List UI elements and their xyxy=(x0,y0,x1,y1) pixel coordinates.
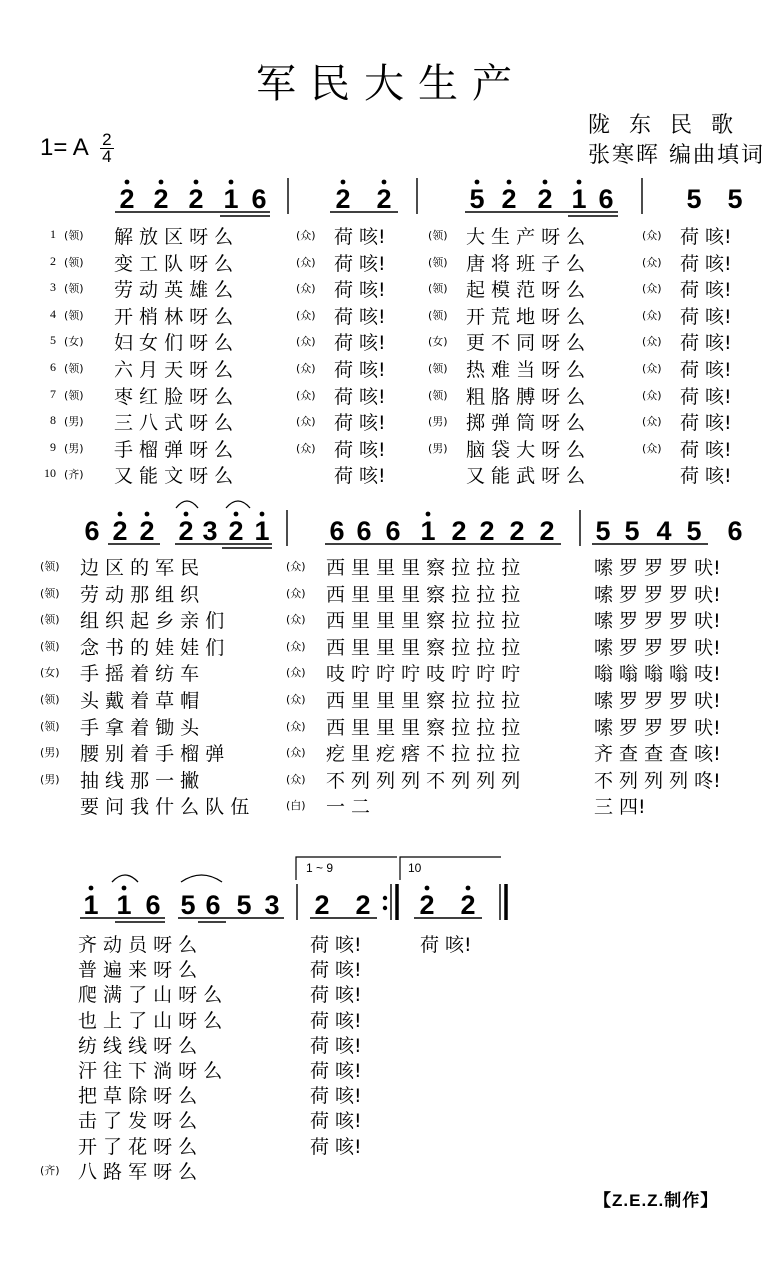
singer-role: (男) xyxy=(428,441,448,455)
lyric-segment: 手 拿 着 锄 头 xyxy=(80,716,200,739)
lyric-segment: 荷 咳! xyxy=(334,438,386,461)
volta-bracket-2 xyxy=(400,857,501,880)
note-l3-m0-0: 1 xyxy=(83,890,99,920)
lyric-segment: 三 四! xyxy=(594,796,646,819)
note-l3-m1-0: 2 xyxy=(314,890,330,920)
singer-role: (众) xyxy=(296,229,316,242)
singer-role: (众) xyxy=(296,415,316,429)
singer-role: (领) xyxy=(64,308,84,322)
singer-role: (众) xyxy=(286,586,306,600)
lyric-segment: 荷 咳! xyxy=(680,305,732,328)
octave-dot xyxy=(260,512,265,517)
octave-dot xyxy=(118,512,123,517)
singer-role: (女) xyxy=(40,666,60,680)
lyric-segment: 荷 咳! xyxy=(310,934,362,956)
singer-role: (齐) xyxy=(40,1163,60,1177)
lyric-segment: 嗡 嗡 嗡 嗡 吱! xyxy=(594,663,721,686)
singer-role: (众) xyxy=(286,639,306,653)
note-l2-m1-4: 2 xyxy=(451,516,467,546)
note-l1-m0-4: 6 xyxy=(251,184,267,214)
note-l2-m1-3: 1 xyxy=(420,516,436,546)
lyric-segment: 嗦 罗 罗 罗 吠! xyxy=(594,636,721,659)
singer-role: (领) xyxy=(40,586,60,600)
verse-number: 1 xyxy=(50,227,56,241)
lyric-segment: 西 里 里 里 察 拉 拉 拉 xyxy=(326,636,521,659)
note-l3-m0-6: 3 xyxy=(264,890,280,920)
lyric-segment: 西 里 里 里 察 拉 拉 拉 xyxy=(326,557,521,579)
lyric-segment: 荷 咳! xyxy=(680,438,732,461)
lyric-segment: 不 列 列 列 咚! xyxy=(594,769,721,792)
singer-role: (男) xyxy=(64,415,84,429)
octave-dot xyxy=(145,512,150,517)
note-l1-m1-0: 2 xyxy=(335,184,351,214)
singer-role: (众) xyxy=(642,335,662,349)
note-l3-m2-0: 2 xyxy=(419,890,435,920)
note-l3-m0-1: 1 xyxy=(116,890,132,920)
verse-number: 5 xyxy=(50,333,56,348)
volta-label-1: 1 ~ 9 xyxy=(306,861,334,875)
octave-dot xyxy=(466,886,471,891)
octave-dot xyxy=(426,512,431,517)
lyric-segment: 三 八 式 呀 么 xyxy=(114,412,234,435)
note-l2-m2-1: 5 xyxy=(624,516,640,546)
lyric-segment: 不 列 列 列 不 列 列 列 xyxy=(326,769,521,792)
singer-role: (众) xyxy=(296,388,316,402)
singer-role: (众) xyxy=(296,282,316,296)
lyric-segment: 荷 咳! xyxy=(310,1009,362,1032)
singer-role: (众) xyxy=(286,719,306,733)
singer-role: (众) xyxy=(286,746,306,760)
lyric-segment: 六 月 天 呀 么 xyxy=(114,359,234,381)
note-l2-m0-0: 6 xyxy=(84,516,100,546)
note-l2-m2-2: 4 xyxy=(656,516,672,546)
singer-role: (众) xyxy=(642,415,662,429)
singer-role: (领) xyxy=(428,282,448,296)
singer-role: (领) xyxy=(428,229,448,242)
singer-role: (领) xyxy=(64,362,84,375)
singer-role: (众) xyxy=(642,282,662,296)
note-l2-m0-6: 1 xyxy=(254,516,270,546)
verse-number: 6 xyxy=(50,360,56,374)
singer-role: (白) xyxy=(286,799,306,813)
note-l2-m2-4: 6 xyxy=(727,516,743,546)
note-l3-m1-1: 2 xyxy=(355,890,371,920)
lyric-segment: 妇 女 们 呀 么 xyxy=(114,332,234,355)
lyric-segment: 荷 咳! xyxy=(310,1085,362,1108)
lyric-segment: 脑 袋 大 呀 么 xyxy=(466,438,586,461)
lyric-segment: 也 上 了 山 呀 么 xyxy=(78,1009,223,1032)
lyric-segment: 荷 咳! xyxy=(310,1060,362,1082)
octave-dot xyxy=(577,180,582,185)
singer-role: (众) xyxy=(296,255,316,269)
verse-number: 3 xyxy=(50,280,56,295)
note-l3-m0-3: 5 xyxy=(180,890,196,920)
lyric-segment: 荷 咳! xyxy=(680,252,732,275)
singer-role: (众) xyxy=(296,335,316,349)
note-l1-m0-3: 1 xyxy=(223,184,239,214)
lyric-segment: 手 榴 弹 呀 么 xyxy=(114,438,234,461)
singer-role: (众) xyxy=(296,441,316,455)
note-l1-m0-2: 2 xyxy=(188,184,204,214)
lyric-segment: 念 书 的 娃 娃 们 xyxy=(80,636,225,659)
singer-role: (众) xyxy=(296,308,316,322)
volta-bracket-1 xyxy=(296,857,397,880)
lyric-segment: 荷 咳! xyxy=(680,332,732,355)
octave-dot xyxy=(507,180,512,185)
singer-role: (众) xyxy=(286,560,306,573)
note-l1-m2-1: 2 xyxy=(501,184,517,214)
lyric-segment: 热 难 当 呀 么 xyxy=(466,359,586,381)
lyric-segment: 荷 咳! xyxy=(334,412,386,435)
lyric-segment: 大 生 产 呀 么 xyxy=(466,226,586,248)
singer-role: (众) xyxy=(286,772,306,786)
singer-role: (男) xyxy=(64,441,84,455)
repeat-dot xyxy=(383,896,387,900)
lyric-segment: 荷 咳! xyxy=(334,252,386,275)
singer-role: (领) xyxy=(428,388,448,402)
lyric-segment: 组 织 起 乡 亲 们 xyxy=(80,610,225,633)
singer-role: (领) xyxy=(428,362,448,375)
lyric-segment: 嗦 罗 罗 罗 吠! xyxy=(594,583,721,606)
lyric-segment: 解 放 区 呀 么 xyxy=(114,226,234,248)
lyric-segment: 荷 咳! xyxy=(680,279,732,302)
song-origin: 陇 东 民 歌 xyxy=(588,113,739,138)
singer-role: (众) xyxy=(642,388,662,402)
lyric-segment: 嗦 罗 罗 罗 吠! xyxy=(594,610,721,633)
note-l2-m1-2: 6 xyxy=(385,516,401,546)
lyric-segment: 荷 咳! xyxy=(680,412,732,435)
octave-dot xyxy=(382,180,387,185)
singer-role: (领) xyxy=(40,613,60,627)
octave-dot xyxy=(159,180,164,185)
note-l1-m2-3: 1 xyxy=(571,184,587,214)
slur-mark xyxy=(226,501,250,508)
lyric-segment: 变 工 队 呀 么 xyxy=(114,252,234,275)
lyric-segment: 八 路 军 呀 么 xyxy=(78,1160,198,1183)
note-l2-m0-3: 2 xyxy=(178,516,194,546)
lyric-segment: 荷 咳! xyxy=(334,332,386,355)
note-l2-m0-1: 2 xyxy=(112,516,128,546)
octave-dot xyxy=(89,886,94,891)
lyric-segment: 更 不 同 呀 么 xyxy=(466,332,586,355)
page-title: 军民大生产 xyxy=(256,61,526,107)
singer-role: (领) xyxy=(64,388,84,402)
octave-dot xyxy=(184,512,189,517)
lyric-segment: 唐 将 班 子 么 xyxy=(466,252,586,275)
lyric-segment: 一 二 xyxy=(326,796,371,819)
octave-dot xyxy=(234,512,239,517)
lyric-segment: 西 里 里 里 察 拉 拉 拉 xyxy=(326,716,521,739)
singer-role: (领) xyxy=(428,255,448,269)
singer-role: (领) xyxy=(40,719,60,733)
lyric-segment: 荷 咳! xyxy=(334,385,386,408)
lyric-segment: 嗦 罗 罗 罗 吠! xyxy=(594,716,721,739)
note-l1-m2-0: 5 xyxy=(469,184,485,214)
lyric-segment: 又 能 武 呀 么 xyxy=(466,465,586,488)
lyric-segment: 腰 别 着 手 榴 弹 xyxy=(80,743,225,766)
time-signature xyxy=(100,132,113,165)
time-bottom: 4 xyxy=(102,147,112,166)
repeat-dot xyxy=(383,906,387,910)
singer-role: (男) xyxy=(40,772,60,786)
note-l2-m1-7: 2 xyxy=(539,516,555,546)
lyric-segment: 起 模 范 呀 么 xyxy=(466,279,586,302)
lyric-segment: 荷 咳! xyxy=(310,1034,362,1057)
lyric-segment: 开 了 花 呀 么 xyxy=(78,1135,198,1158)
lyric-segment: 纺 线 线 呀 么 xyxy=(78,1034,198,1057)
singer-role: (女) xyxy=(64,335,84,349)
lyric-segment: 嗦 罗 罗 罗 吠! xyxy=(594,557,721,579)
lyric-segment: 要 问 我 什 么 队 伍 xyxy=(80,796,250,819)
lyric-segment: 齐 查 查 查 咳! xyxy=(594,743,721,766)
singer-role: (众) xyxy=(286,666,306,680)
slur-mark xyxy=(181,875,222,882)
singer-role: (领) xyxy=(64,229,84,242)
lyric-segment: 汗 往 下 淌 呀 么 xyxy=(78,1060,223,1082)
lyric-segment: 爬 满 了 山 呀 么 xyxy=(78,984,223,1007)
singer-role: (众) xyxy=(642,362,662,375)
singer-role: (领) xyxy=(40,639,60,653)
lyric-segment: 开 梢 林 呀 么 xyxy=(114,305,234,328)
note-l2-m2-0: 5 xyxy=(595,516,611,546)
lyric-segment: 击 了 发 呀 么 xyxy=(78,1110,198,1133)
octave-dot xyxy=(194,180,199,185)
lyric-segment: 荷 咳! xyxy=(680,465,732,488)
lyric-segment: 西 里 里 里 察 拉 拉 拉 xyxy=(326,610,521,633)
lyric-segment: 荷 咳! xyxy=(310,1110,362,1133)
lyric-segment: 荷 咳! xyxy=(310,984,362,1007)
lyric-segment: 边 区 的 军 民 xyxy=(80,557,200,579)
lyric-segment: 荷 咳! xyxy=(310,959,362,982)
lyric-segment: 疙 里 疙 瘩 不 拉 拉 拉 xyxy=(326,743,521,766)
octave-dot xyxy=(229,180,234,185)
lyric-segment: 吱 咛 咛 咛 吱 咛 咛 咛 xyxy=(326,663,521,686)
note-l2-m1-0: 6 xyxy=(329,516,345,546)
note-l1-m0-1: 2 xyxy=(153,184,169,214)
verse-number: 4 xyxy=(50,306,56,321)
lyric-segment: 嗦 罗 罗 罗 吠! xyxy=(594,690,721,712)
note-l1-m2-2: 2 xyxy=(537,184,553,214)
note-l1-m3-1: 5 xyxy=(727,184,743,214)
note-l3-m0-5: 5 xyxy=(236,890,252,920)
lyric-segment: 劳 动 英 雄 么 xyxy=(114,279,234,302)
note-l2-m1-5: 2 xyxy=(479,516,495,546)
singer-role: (男) xyxy=(40,746,60,760)
note-l2-m1-1: 6 xyxy=(356,516,372,546)
note-l2-m1-6: 2 xyxy=(509,516,525,546)
verse-number: 10 xyxy=(44,466,56,481)
lyric-segment: 齐 动 员 呀 么 xyxy=(78,934,198,956)
lyric-segment: 荷 咳! xyxy=(334,359,386,381)
verse-number: 8 xyxy=(50,413,56,428)
singer-role: (领) xyxy=(428,308,448,322)
singer-role: (领) xyxy=(40,693,60,706)
note-l1-m2-4: 6 xyxy=(598,184,614,214)
volta-label-2: 10 xyxy=(408,861,422,875)
note-l2-m2-3: 5 xyxy=(686,516,702,546)
lyric-segment: 荷 咳! xyxy=(680,226,732,248)
singer-role: (众) xyxy=(286,693,306,706)
singer-role: (众) xyxy=(286,613,306,627)
lyric-segment: 抽 线 那 一 撇 xyxy=(80,769,200,792)
lyric-segment: 西 里 里 里 察 拉 拉 拉 xyxy=(326,583,521,606)
singer-role: (领) xyxy=(64,282,84,296)
key-label: 1= A xyxy=(40,133,88,161)
lyric-segment: 手 摇 着 纺 车 xyxy=(80,663,200,686)
note-l2-m0-5: 2 xyxy=(228,516,244,546)
lyric-segment: 荷 咳! xyxy=(680,385,732,408)
lyric-segment: 枣 红 脸 呀 么 xyxy=(114,385,234,408)
slur-mark xyxy=(176,501,198,508)
octave-dot xyxy=(125,180,130,185)
note-l1-m1-1: 2 xyxy=(376,184,392,214)
note-l2-m0-4: 3 xyxy=(202,516,218,546)
lyric-segment: 把 草 除 呀 么 xyxy=(78,1085,198,1108)
lyric-segment: 荷 咳! xyxy=(334,305,386,328)
lyric-segment: 荷 咳! xyxy=(420,934,472,956)
lyric-segment: 普 遍 来 呀 么 xyxy=(78,959,198,982)
note-l1-m0-0: 2 xyxy=(119,184,135,214)
singer-role: (众) xyxy=(642,441,662,455)
singer-role: (女) xyxy=(428,335,448,349)
note-l3-m0-2: 6 xyxy=(145,890,161,920)
lyric-segment: 劳 动 那 组 织 xyxy=(80,583,200,606)
singer-role: (领) xyxy=(64,255,84,269)
singer-role: (齐) xyxy=(64,468,84,482)
lyric-segment: 荷 咳! xyxy=(310,1135,362,1158)
singer-role: (众) xyxy=(642,229,662,242)
verse-number: 2 xyxy=(50,253,56,268)
lyric-segment: 粗 胳 膊 呀 么 xyxy=(466,385,586,408)
octave-dot xyxy=(543,180,548,185)
lyric-segment: 荷 咳! xyxy=(680,359,732,381)
note-l3-m2-1: 2 xyxy=(460,890,476,920)
octave-dot xyxy=(425,886,430,891)
singer-role: (众) xyxy=(642,255,662,269)
singer-role: (众) xyxy=(296,362,316,375)
note-l2-m0-2: 2 xyxy=(139,516,155,546)
lyric-segment: 荷 咳! xyxy=(334,279,386,302)
octave-dot xyxy=(122,886,127,891)
singer-role: (领) xyxy=(40,560,60,573)
lyric-segment: 荷 咳! xyxy=(334,226,386,248)
key-signature xyxy=(40,132,114,165)
singer-role: (众) xyxy=(642,308,662,322)
song-author: 张寒晖 编曲填词 xyxy=(588,143,765,168)
octave-dot xyxy=(341,180,346,185)
lyric-segment: 掷 弹 筒 呀 么 xyxy=(466,412,586,435)
verse-number: 7 xyxy=(50,386,56,401)
singer-role: (男) xyxy=(428,415,448,429)
note-l3-m0-4: 6 xyxy=(205,890,221,920)
time-top: 2 xyxy=(102,130,112,149)
verse-number: 9 xyxy=(50,439,56,454)
lyric-segment: 荷 咳! xyxy=(334,465,386,488)
lyric-segment: 头 戴 着 草 帽 xyxy=(80,690,200,712)
lyric-segment: 又 能 文 呀 么 xyxy=(114,465,234,488)
note-l1-m3-0: 5 xyxy=(686,184,702,214)
slur-mark xyxy=(112,875,138,882)
watermark-label: 【Z.E.Z.制作】 xyxy=(594,1191,719,1210)
lyric-segment: 开 荒 地 呀 么 xyxy=(466,305,586,328)
octave-dot xyxy=(475,180,480,185)
lyric-segment: 西 里 里 里 察 拉 拉 拉 xyxy=(326,690,521,712)
